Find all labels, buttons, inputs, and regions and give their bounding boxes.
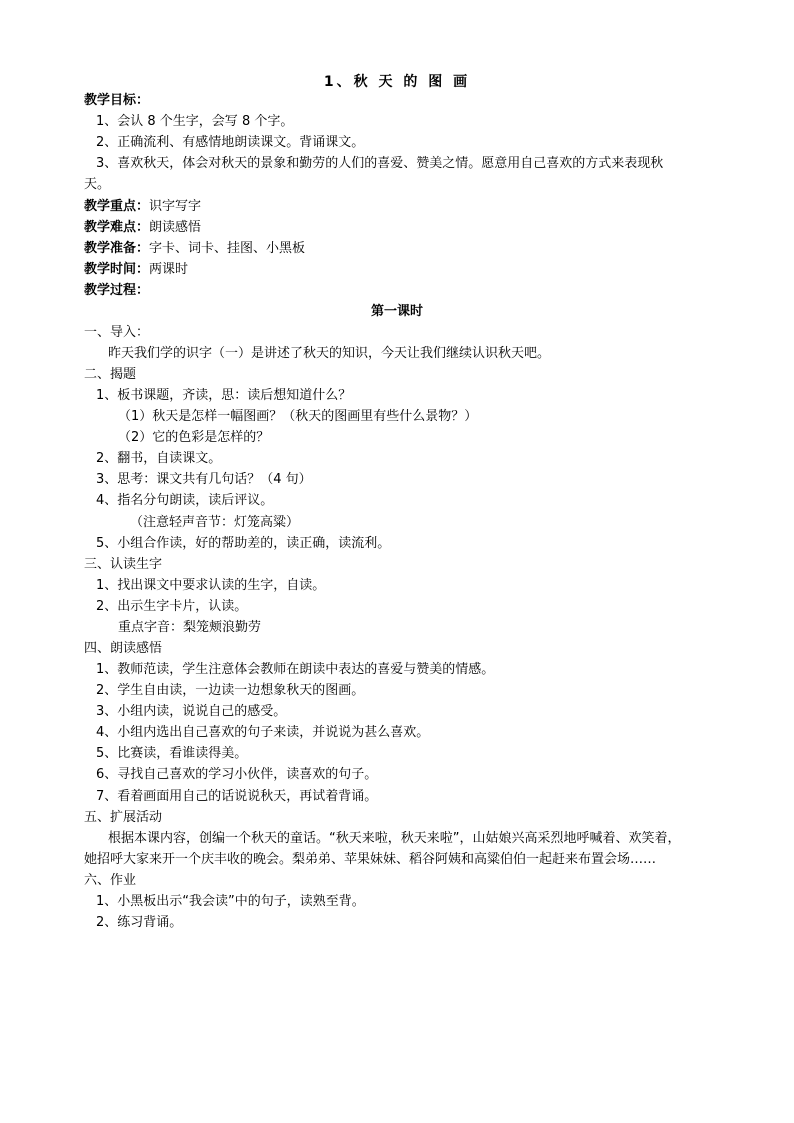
section-line: 4、小组内选出自己喜欢的句子来读，并说说为甚么喜欢。 xyxy=(96,725,430,740)
section-line: （2）它的色彩是怎样的？ xyxy=(118,430,270,445)
key-point-value: 识字写字 xyxy=(149,199,202,214)
preparation-row xyxy=(84,238,714,259)
preparation-value: 字卡、词卡、挂图、小黑板 xyxy=(149,241,306,256)
goal-item: 2、正确流利、有感情地朗读课文。背诵课文。 xyxy=(96,135,365,150)
process-heading: 教学过程： xyxy=(84,283,150,298)
section-line: （1）秋天是怎样一幅图画？（秋天的图画里有些什么景物？） xyxy=(118,409,478,424)
time-row xyxy=(84,259,714,280)
goal-item: 1、会认 8 个生字，会写 8 个字。 xyxy=(96,114,294,129)
section-line: 2、学生自由读，一边读一边想象秋天的图画。 xyxy=(96,683,365,698)
section-line: 1、教师范读，学生注意体会教师在朗读中表达的喜爱与赞美的情感。 xyxy=(96,662,495,677)
section-line: 4、指名分句朗读，读后评议。 xyxy=(96,493,274,508)
goal-item-continued: 天。 xyxy=(84,177,111,192)
key-point-row xyxy=(84,196,714,217)
section-line: （注意轻声音节：灯笼高粱） xyxy=(130,515,300,530)
section-heading: 六、作业 xyxy=(84,873,137,888)
section-line: 3、思考：课文共有几句话？（4 句） xyxy=(96,472,312,487)
section-line: 重点字音：梨笼颊浪勤劳 xyxy=(118,620,262,635)
preparation-label: 教学准备： xyxy=(84,241,150,256)
section-line: 6、寻找自己喜欢的学习小伙伴，读喜欢的句子。 xyxy=(96,767,378,782)
difficulty-row xyxy=(84,217,714,238)
section-line: 2、练习背诵。 xyxy=(96,915,183,930)
section-line: 2、翻书，自读课文。 xyxy=(96,451,222,466)
section-heading: 二、揭题 xyxy=(84,367,137,382)
section-line: 3、小组内读，说说自己的感受。 xyxy=(96,704,287,719)
section-line: 根据本课内容，创编一个秋天的童话。“秋天来啦，秋天来啦”，山姑娘兴高采烈地呼喊着、欢笑着， xyxy=(108,831,681,846)
section-heading: 四、朗读感悟 xyxy=(84,641,163,656)
goals-heading: 教学目标： xyxy=(84,93,150,108)
difficulty-label: 教学难点： xyxy=(84,220,150,235)
section-line: 1、找出课文中要求认读的生字，自读。 xyxy=(96,578,326,593)
section-heading: 一、导入： xyxy=(84,325,150,340)
lesson-title: 第一课时 xyxy=(370,304,423,319)
section-line: 2、出示生字卡片，认读。 xyxy=(96,599,248,614)
section-line: 昨天我们学的识字（一）是讲述了秋天的知识，今天让我们继续认识秋天吧。 xyxy=(108,346,551,361)
difficulty-value: 朗读感悟 xyxy=(149,220,202,235)
section-heading: 五、扩展活动 xyxy=(84,810,163,825)
key-point-label: 教学重点： xyxy=(84,199,150,214)
document-title: 1、秋 天 的 图 画 xyxy=(323,74,471,90)
section-line: 5、比赛读，看谁读得美。 xyxy=(96,746,248,761)
time-value: 两课时 xyxy=(149,262,189,277)
section-heading: 三、认读生字 xyxy=(84,557,163,572)
time-label: 教学时间： xyxy=(84,262,150,277)
section-line: 5、小组合作读，好的帮助差的，读正确，读流利。 xyxy=(96,536,391,551)
section-line: 7、看着画面用自己的话说说秋天，再试着背诵。 xyxy=(96,789,378,804)
section-line: 1、板书课题，齐读，思：读后想知道什么？ xyxy=(96,388,352,403)
goal-item: 3、喜欢秋天，体会对秋天的景象和勤劳的人们的喜爱、赞美之情。愿意用自己喜欢的方式来表现秋 xyxy=(96,156,664,171)
section-line: 1、小黑板出示“我会读”中的句子，读熟至背。 xyxy=(96,894,365,909)
section-line: 她招呼大家来开一个庆丰收的晚会。梨弟弟、苹果妹妹、稻谷阿姨和高粱伯伯一起赶来布置会场…… xyxy=(84,852,657,867)
